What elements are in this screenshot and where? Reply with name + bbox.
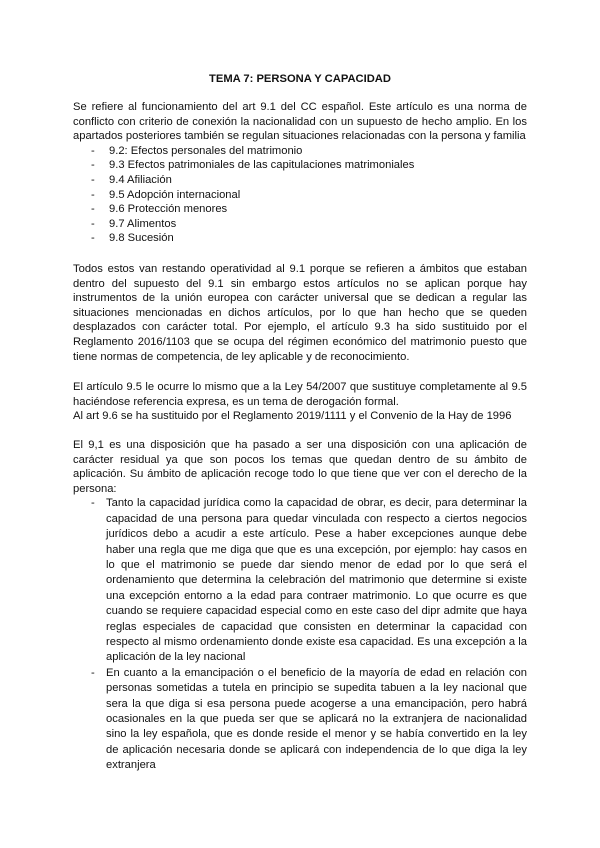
operativity-section	[73, 262, 527, 364]
derogation-paragraph: El artículo 9.5 le ocurre lo mismo que a la Ley 54/2007 que sustituye completamente al 9.5 haciéndose referencia expresa, es un tema de derogación formal.	[73, 381, 527, 408]
scope-paragraph: El 9,1 es una disposición que ha pasado a ser una disposición con una aplicación de carácter residual ya que son pocos los temas que quedan dentro de su ámbito de aplicación. Su ámbito de aplicación recoge todo lo que tiene que ver con el derecho de la persona:	[73, 439, 527, 495]
list-item: - 9.6 Protección menores	[73, 202, 527, 217]
list-item: - 9.4 Afiliación	[73, 173, 527, 188]
list-item: - En cuanto a la emancipación o el beneficio de la mayoría de edad en relación con personas sometidas a tutela en principio se supedita tabuen a la ley nacional que sera la que diga si esa persona puede acogerse a una emancipación, pero habrá ocasionales en la que pueda ser que se aplicará no la extranjera de nacionalidad sino la ley española, que es donde reside el menor y se había convertido en la ley de aplicación necesaria donde se aplicará con independencia de lo que diga la ley extranjera	[73, 666, 527, 774]
operativity-paragraph: Todos estos van restando operatividad al 9.1 porque se refieren a ámbitos que estaban dentro del supuesto del 9.1 sin embargo estos artículos no se aplican porque hay instrumentos de la unión europea con carácter universal que se dedican a regular las situaciones mencionadas en dichos artículos, por lo que han hecho que se queden desplazados con carácter total. Por ejemplo, el artículo 9.3 ha sido sustituido por el Reglamento 2016/1103 que se ocupa del régimen económico del matrimonio puesto que tiene normas de competencia, de ley aplicable y de reconocimiento.	[73, 263, 527, 363]
derogation-section	[73, 380, 527, 424]
list-item: - Tanto la capacidad jurídica como la capacidad de obrar, es decir, para determinar la capacidad de una persona para quedar vinculada con respecto a ciertos negocios jurídicos debo a acudir a este artículo. Pese a haber excepciones aunque debe haber una regla que me diga que que es una excepción, por ejemplo: hay casos en lo que el matrimonio se puede dar siendo menor de edad por lo que será el ordenamiento que determina la celebración del matrimonio que determine si existe una excepción entorno a la edad para contraer matrimonio. Lo que ocurre es que cuando se requiere capacidad especial como en este caso del dipr admite que haya reglas especiales de capacidad que consisten en determinar la capacidad con respecto al mismo ordenamiento donde existe esa capacidad. Es una excepción a la aplicación de la ley nacional	[73, 496, 527, 665]
list-item: - 9.2: Efectos personales del matrimonio	[73, 144, 527, 159]
list-item: - 9.8 Sucesión	[73, 231, 527, 246]
intro-section	[73, 100, 527, 246]
intro-paragraph: Se refiere al funcionamiento del art 9.1 del CC español. Este artículo es una norma de conflicto con criterio de conexión la nacionalidad con un supuesto de hecho amplio. En los apartados posteriores también se regulan situaciones relacionadas con la persona y familia	[73, 101, 527, 143]
document-title: TEMA 7: PERSONA Y CAPACIDAD	[209, 73, 391, 85]
substitution-paragraph: Al art 9.6 se ha sustituido por el Reglamento 2019/1111 y el Convenio de la Hay de 1996	[73, 410, 512, 423]
articles-list	[73, 144, 527, 246]
list-item: - 9.5 Adopción internacional	[73, 188, 527, 203]
list-item: - 9.7 Alimentos	[73, 217, 527, 232]
scope-section	[73, 438, 527, 774]
list-item: - 9.3 Efectos patrimoniales de las capitulaciones matrimoniales	[73, 158, 527, 173]
scope-list	[73, 496, 527, 773]
